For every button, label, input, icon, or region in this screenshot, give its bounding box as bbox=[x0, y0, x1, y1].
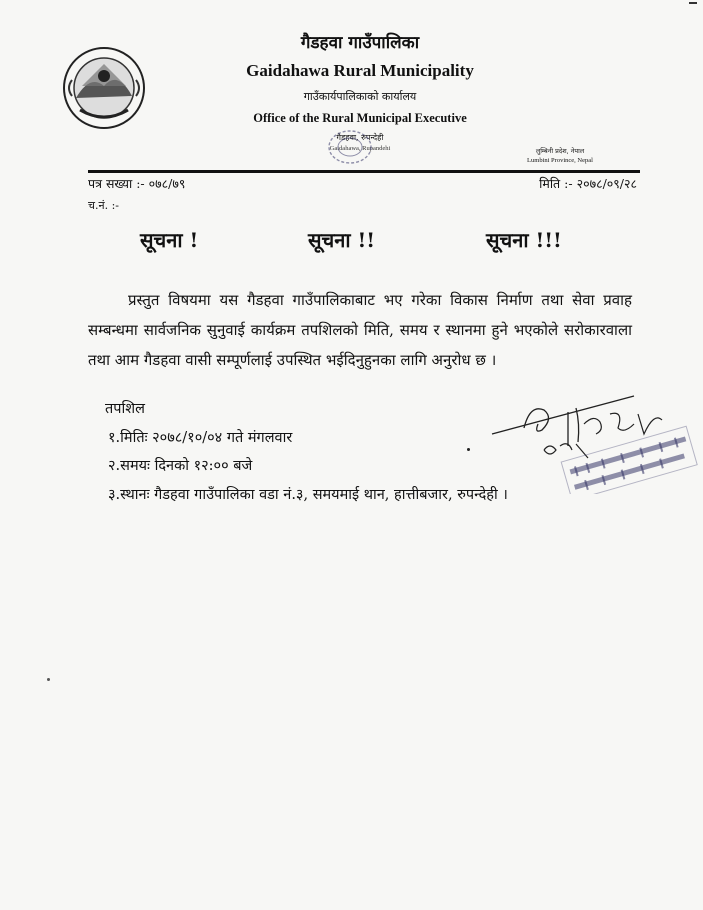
signature-stamp-icon bbox=[484, 384, 703, 494]
scan-edge-mark bbox=[689, 2, 697, 4]
ink-dot bbox=[467, 448, 470, 451]
dispatch-number: च.नं. :- bbox=[88, 199, 120, 212]
province-en: Lumbini Province, Nepal bbox=[527, 157, 593, 164]
notice-heading-2: सूचना !! bbox=[308, 228, 376, 252]
detail-date: १.मितिः २०७८/१०/०४ गते मंगलवार bbox=[108, 430, 293, 446]
reference-number: पत्र सख्या :- ०७८/७९ bbox=[88, 176, 186, 191]
body-paragraph: प्रस्तुत विषयमा यस गैडहवा गाउँपालिकाबाट भए गरेका विकास निर्माण तथा सेवा प्रवाह सम्बन्धमा सार्वजनिक सुनुवाई कार्यक्रम तपशिलको मिति, समय र स्थानमा हुने भएकोले सरोकारवाला तथा आम गैडहवा वासी सम्पूर्णलाई उपस्थित भईदिनुहुनका लागि अनुरोध छ । bbox=[88, 291, 632, 369]
details-heading: तपशिल bbox=[105, 401, 145, 417]
office-en: Office of the Rural Municipal Executive bbox=[253, 111, 467, 125]
notice-heading-1: सूचना ! bbox=[140, 228, 199, 252]
detail-time: २.समयः दिनको १२:०० बजे bbox=[108, 458, 253, 474]
office-np: गाउँकार्यपालिकाको कार्यालय bbox=[303, 90, 417, 103]
ink-dot bbox=[47, 678, 50, 681]
province-np: लुम्बिनी प्रदेश, नेपाल bbox=[535, 147, 585, 155]
title-np: गैडहवा गाउँपालिका bbox=[300, 33, 420, 53]
header-divider bbox=[88, 170, 640, 173]
title-en: Gaidahawa Rural Municipality bbox=[246, 61, 474, 80]
office-seal-icon bbox=[327, 128, 373, 166]
address-np: गैडहवा, रुपन्देही bbox=[336, 133, 384, 142]
notice-heading-3: सूचना !!! bbox=[486, 228, 562, 252]
detail-venue: ३.स्थानः गैडहवा गाउँपालिका वडा नं.३, समयमाई थान, हात्तीबजार, रुपन्देही । bbox=[108, 487, 508, 503]
nepal-emblem-icon bbox=[62, 46, 146, 130]
letter-date: मिति :- २०७८/०९/२८ bbox=[539, 176, 637, 191]
address-en: Gaidahawa, Rupandehi bbox=[329, 145, 391, 152]
